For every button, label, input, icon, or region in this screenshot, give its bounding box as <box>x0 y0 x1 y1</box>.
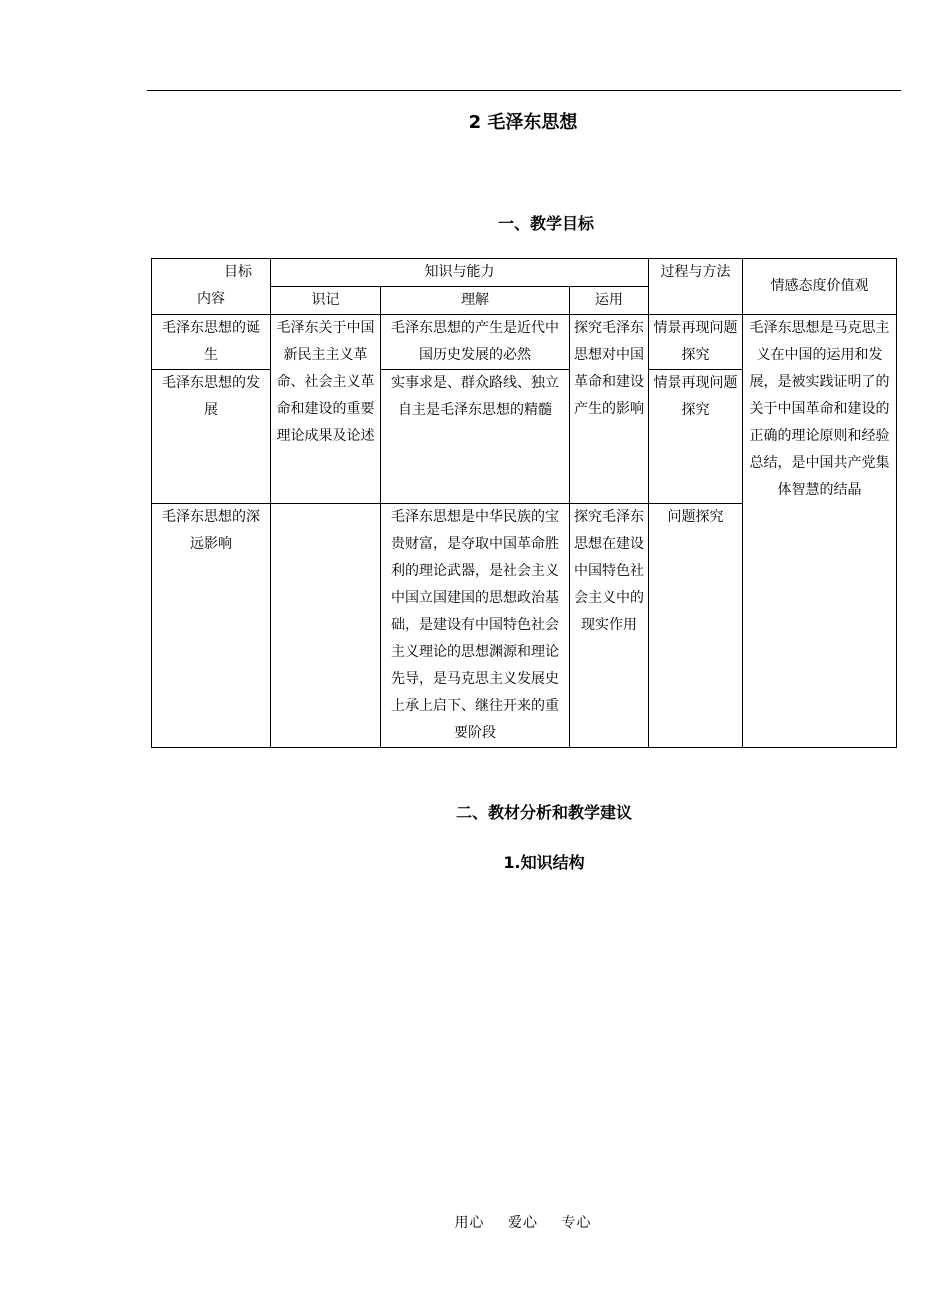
recall-cell-shared: 毛泽东关于中国新民主主义革命、社会主义革命和建设的重要理论成果及论述 <box>271 315 381 504</box>
objectives-table <box>151 258 897 748</box>
row-recall <box>271 504 381 748</box>
section-heading-analysis: 二、教材分析和教学建议 <box>455 803 632 822</box>
section-heading-objectives: 一、教学目标 <box>497 214 594 233</box>
page-footer: 用心 爱心 专心 <box>454 1215 592 1231</box>
row-process: 情景再现问题探究 <box>649 370 743 504</box>
row-understand: 实事求是、群众路线、独立自主是毛泽东思想的精髓 <box>381 370 570 504</box>
row-understand: 毛泽东思想的产生是近代中国历史发展的必然 <box>381 315 570 370</box>
header-knowledge: 知识与能力 <box>271 259 649 287</box>
row-content: 毛泽东思想的发展 <box>152 370 271 504</box>
row-understand: 毛泽东思想是中华民族的宝贵财富，是夺取中国革命胜利的理论武器，是社会主义中国立国建国的思想政治基础，是建设有中国特色社会主义理论的思想渊源和理论先导，是马克思主义发展史上承上启下、继往开来的重要阶段 <box>381 504 570 748</box>
row-process: 情景再现问题探究 <box>649 315 743 370</box>
table-corner-header <box>152 259 271 315</box>
header-rule <box>147 90 901 91</box>
page-title: 2 毛泽东思想 <box>468 112 578 133</box>
row-content: 毛泽东思想的诞生 <box>152 315 271 370</box>
header-understand: 理解 <box>381 287 570 315</box>
corner-label-goal: 目标 <box>224 264 252 280</box>
header-apply: 运用 <box>570 287 649 315</box>
header-recall: 识记 <box>271 287 381 315</box>
row-content: 毛泽东思想的深远影响 <box>152 504 271 748</box>
header-emotion: 情感态度价值观 <box>743 259 897 315</box>
row-apply: 探究毛泽东思想在建设中国特色社会主义中的现实作用 <box>570 504 649 748</box>
apply-cell-shared: 探究毛泽东思想对中国革命和建设产生的影响 <box>570 315 649 504</box>
header-process: 过程与方法 <box>649 259 743 315</box>
subsection-heading-structure: 1.知识结构 <box>503 853 585 872</box>
corner-label-content: 内容 <box>197 291 225 307</box>
table-row <box>152 315 897 370</box>
emotion-cell-shared: 毛泽东思想是马克思主义在中国的运用和发展，是被实践证明了的关于中国革命和建设的正确的理论原则和经验总结，是中国共产党集体智慧的结晶 <box>743 315 897 748</box>
row-process: 问题探究 <box>649 504 743 748</box>
